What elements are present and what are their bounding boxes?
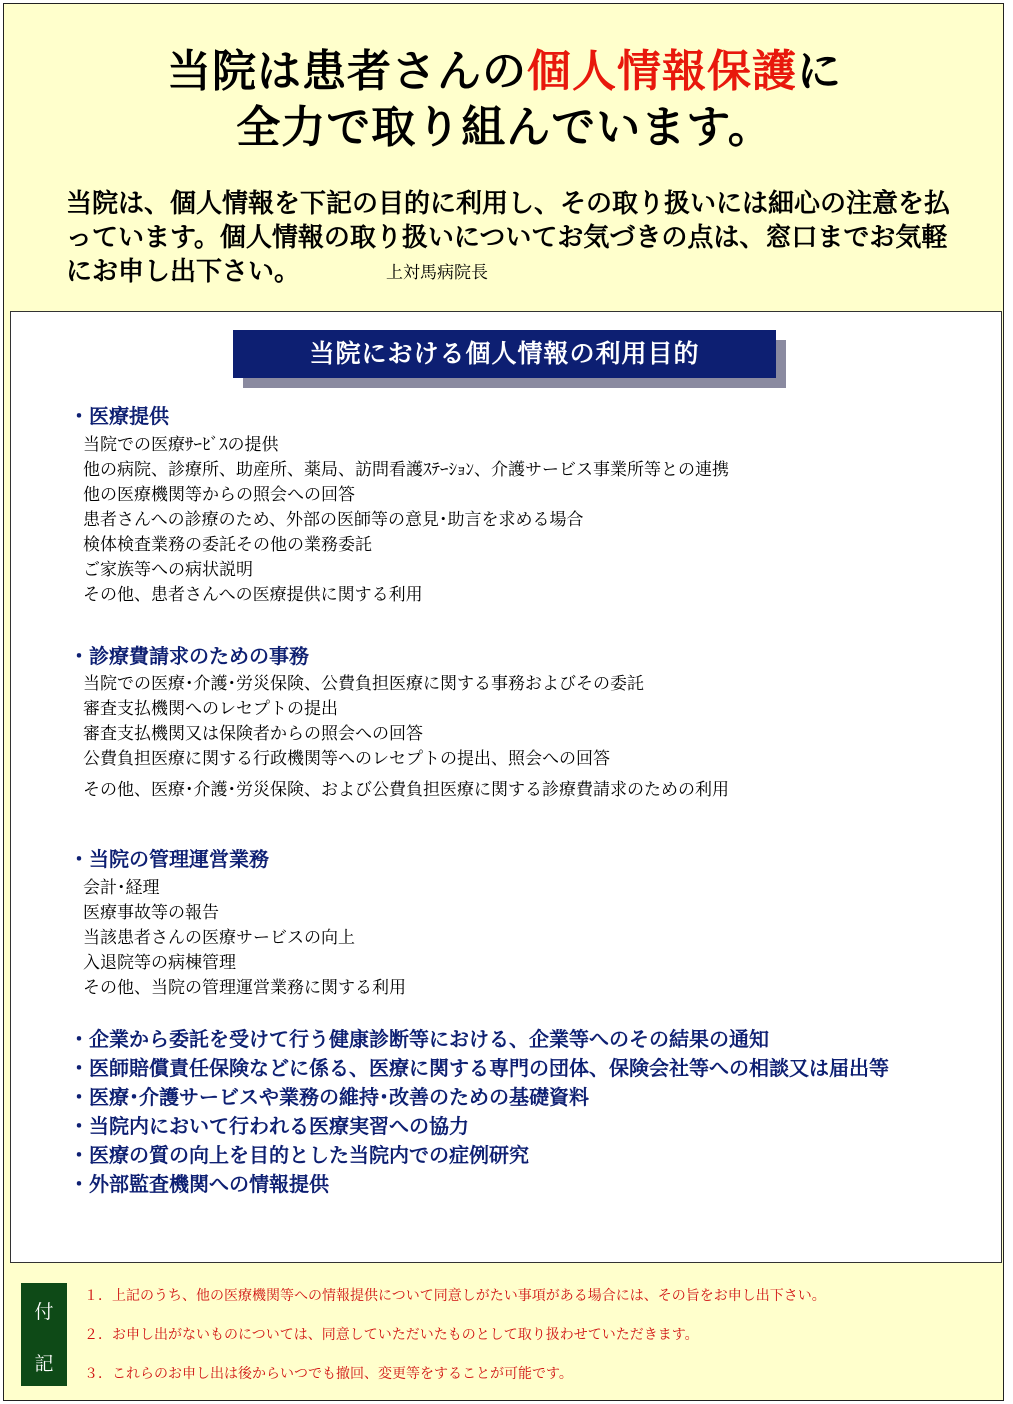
- list-item: 患者さんへの診療のため、外部の医師等の意見･助言を求める場合: [83, 510, 584, 530]
- section-title-medical-care: ・医療提供: [69, 404, 169, 428]
- title-line-1: [4, 44, 1005, 100]
- list-item: 会計･経理: [83, 878, 160, 898]
- other-purposes-list: [69, 1025, 949, 1199]
- purpose-banner: 当院における個人情報の利用目的: [233, 330, 776, 378]
- section-items-billing: [83, 672, 729, 803]
- list-item: 医療事故等の報告: [83, 903, 219, 923]
- list-item: その他、当院の管理運営業務に関する利用: [83, 978, 406, 998]
- intro-text: 当院は、個人情報を下記の目的に利用し、その取り扱いには細心の注意を払っています。個人情報の取り扱いについてお気づきの点は、窓口までお気軽にお申し出下さい。: [66, 189, 951, 287]
- notes-badge: [21, 1283, 67, 1386]
- page-title: [4, 44, 1005, 156]
- bullet-item: ・当院内において行われる医療実習への協力: [69, 1114, 469, 1138]
- note-item: ２．お申し出がないものについては、同意していただいたものとして取り扱わせていただきます。: [84, 1327, 699, 1343]
- note-item: １．上記のうち、他の医療機関等への情報提供について同意しがたい事項がある場合には、その旨をお申し出下さい。: [84, 1288, 826, 1304]
- list-item: 審査支払機関又は保険者からの照会への回答: [83, 724, 423, 744]
- poster-frame: [3, 3, 1004, 1401]
- section-items-management: [83, 876, 406, 1001]
- list-item: 他の病院、診療所、助産所、薬局、訪問看護ｽﾃｰｼｮﾝ、介護サービス事業所等との連携: [83, 460, 729, 480]
- list-item: 当該患者さんの医療サービスの向上: [83, 928, 355, 948]
- list-item: 検体検査業務の委託その他の業務委託: [83, 535, 372, 555]
- list-item: その他、患者さんへの医療提供に関する利用: [83, 585, 423, 605]
- bullet-item: ・企業から委託を受けて行う健康診断等における、企業等へのその結果の通知: [69, 1027, 769, 1051]
- director-signature: 上対馬病院長: [386, 263, 489, 283]
- title-line-2: 全力で取り組んでいます。: [236, 102, 773, 153]
- list-item: ご家族等への病状説明: [83, 560, 253, 580]
- title-part-b: に: [797, 46, 842, 97]
- list-item: その他、医療･介護･労災保険、および公費負担医療に関する診療費請求のための利用: [83, 780, 729, 800]
- section-title-billing: ・診療費請求のための事務: [69, 644, 309, 668]
- list-item: 当院での医療･介護･労災保険、公費負担医療に関する事務およびその委託: [83, 674, 644, 694]
- bullet-item: ・外部監査機関への情報提供: [69, 1172, 329, 1196]
- notes-badge-char-1: 付: [34, 1301, 54, 1323]
- title-part-a: 当院は患者さんの: [167, 46, 527, 97]
- notes-badge-char-2: 記: [34, 1353, 54, 1375]
- note-item: ３．これらのお申し出は後からいつでも撤回、変更等をすることが可能です。: [84, 1366, 573, 1382]
- bullet-item: ・医療･介護サービスや業務の維持･改善のための基礎資料: [69, 1085, 589, 1109]
- intro-paragraph: [66, 187, 966, 290]
- bullet-item: ・医療の質の向上を目的とした当院内での症例研究: [69, 1143, 529, 1167]
- bullet-item: ・医師賠償責任保険などに係る、医療に関する専門の団体、保険会社等への相談又は届出等: [69, 1056, 889, 1080]
- section-items-medical-care: [83, 433, 729, 608]
- list-item: 公費負担医療に関する行政機関等へのレセプトの提出、照会への回答: [83, 749, 610, 769]
- notes-list: [84, 1286, 826, 1403]
- title-highlight: 個人情報保護: [527, 46, 797, 97]
- list-item: 入退院等の病棟管理: [83, 953, 236, 973]
- section-title-management: ・当院の管理運営業務: [69, 847, 269, 871]
- list-item: 当院での医療ｻｰﾋﾞｽの提供: [83, 435, 279, 455]
- list-item: 他の医療機関等からの照会への回答: [83, 485, 355, 505]
- list-item: 審査支払機関へのレセプトの提出: [83, 699, 338, 719]
- purpose-panel: [10, 311, 1002, 1263]
